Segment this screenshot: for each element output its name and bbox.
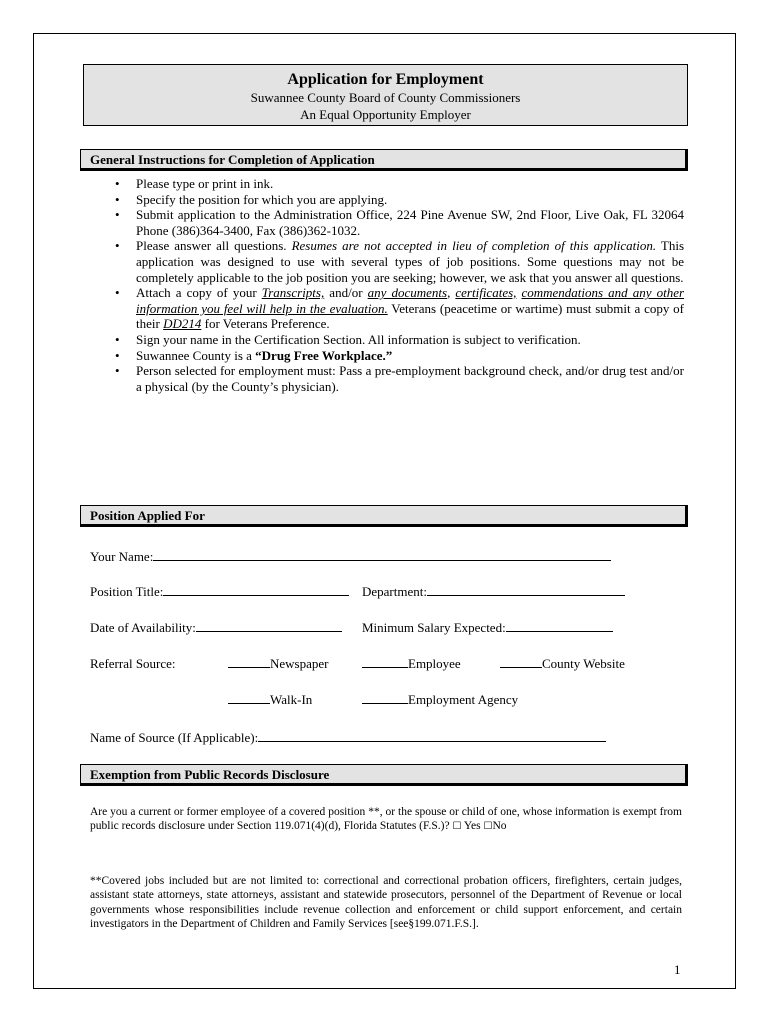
form-title: Application for Employment — [287, 71, 484, 88]
yes-checkbox[interactable]: ☐ — [452, 821, 462, 833]
employment-agency-blank[interactable] — [362, 692, 408, 704]
county-website-blank[interactable] — [500, 656, 542, 668]
referral-walk-in: Walk-In — [228, 692, 312, 708]
your-name-field[interactable] — [153, 549, 611, 561]
position-title-row — [90, 584, 349, 600]
instructions-heading: General Instructions for Completion of Application — [80, 149, 688, 171]
availability-field[interactable] — [196, 620, 342, 632]
list-item: • Suwannee County is a “Drug Free Workplace.” — [110, 348, 684, 364]
salary-label: Minimum Salary Expected: — [362, 620, 506, 635]
salary-row — [362, 620, 613, 636]
list-item: • Please type or print in ink. — [110, 176, 684, 192]
title-box — [83, 64, 688, 126]
list-item: • Sign your name in the Certification Section. All information is subject to verification. — [110, 332, 684, 348]
no-label: No — [492, 820, 507, 833]
org-name: Suwannee County Board of County Commissioners — [250, 90, 521, 105]
employee-blank[interactable] — [362, 656, 408, 668]
referral-source-label: Referral Source: — [90, 656, 176, 671]
yes-label: Yes — [461, 820, 484, 833]
department-row — [362, 584, 625, 600]
no-checkbox[interactable]: ☐ — [483, 821, 493, 833]
referral-employee: Employee — [362, 656, 461, 672]
availability-row — [90, 620, 342, 636]
referral-newspaper: Newspaper — [228, 656, 328, 672]
salary-field[interactable] — [506, 620, 613, 632]
position-title-label: Position Title: — [90, 584, 164, 599]
availability-label: Date of Availability: — [90, 620, 196, 635]
source-name-field[interactable] — [258, 730, 606, 742]
list-item: • Please answer all questions. Resumes are not accepted in lieu of completion of this application. This application was designed to use with several types of job positions. Some questions may not be completely applicable to the job position you are seeking; however, we ask that you answer all questions. — [110, 238, 684, 285]
list-item: • Person selected for employment must: Pass a pre-employment background check, and/or drug test and/or a physical (by the County’s physician). — [110, 363, 684, 394]
position-heading: Position Applied For — [80, 505, 688, 527]
your-name-row — [90, 549, 611, 565]
newspaper-blank[interactable] — [228, 656, 270, 668]
walk-in-blank[interactable] — [228, 692, 270, 704]
page-number: 1 — [674, 962, 681, 977]
eeo-statement: An Equal Opportunity Employer — [300, 107, 471, 122]
your-name-label: Your Name: — [90, 549, 154, 564]
list-item: • Submit application to the Administration Office, 224 Pine Avenue SW, 2nd Floor, Live Oak, FL 32064 Phone (386)364-3400, Fax (386)362-1032. — [110, 207, 684, 238]
department-field[interactable] — [427, 584, 625, 596]
exemption-question: Are you a current or former employee of a covered position **, or the spouse or child of one, whose information is exempt from public records disclosure under Section 119.071(4)(d), Florida Statutes (F.S.)? ☐ Yes ☐No — [90, 806, 682, 833]
list-item: • Specify the position for which you are applying. — [110, 192, 684, 208]
source-name-label: Name of Source (If Applicable): — [90, 730, 259, 745]
referral-employment-agency: Employment Agency — [362, 692, 518, 708]
exemption-heading: Exemption from Public Records Disclosure — [80, 764, 688, 786]
referral-county-website: County Website — [500, 656, 625, 672]
instructions-list — [110, 176, 684, 394]
position-title-field[interactable] — [163, 584, 349, 596]
department-label: Department: — [362, 584, 427, 599]
source-name-row — [90, 730, 606, 746]
list-item: • Attach a copy of your Transcripts, and/or any documents, certificates, commendations and any other information you feel will help in the evaluation. Veterans (peacetime or wartime) must submit a copy of their DD214 for Veterans Preference. — [110, 285, 684, 332]
covered-jobs-note: **Covered jobs included but are not limited to: correctional and correctional probation officers, firefighters, certain judges, assistant state attorneys, state attorneys, assistant and statewide prosecutors, personnel of the Department of Revenue or local governments whose responsibilities include revenue collection and enforcement or child support enforcement, and certain investigators in the Department of Children and Family Services [see§199.071.F.S.]. — [90, 875, 682, 930]
